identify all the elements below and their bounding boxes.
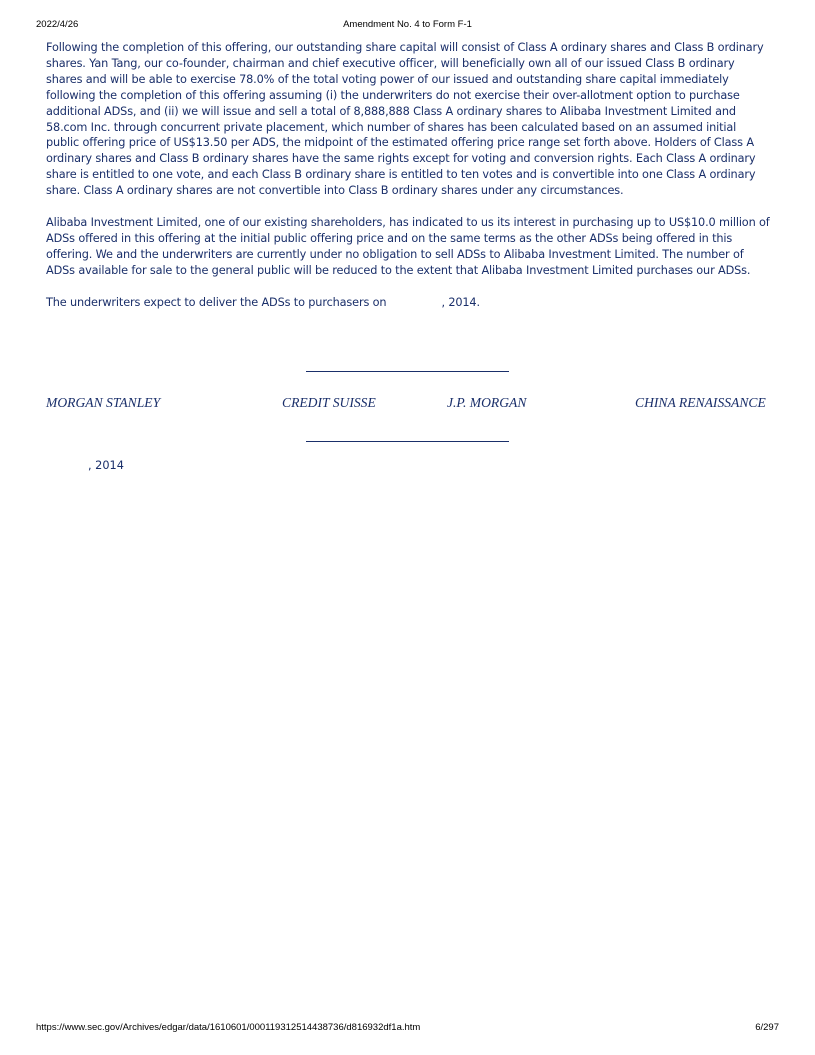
page-number: 6/297 <box>755 1022 779 1033</box>
print-date: 2022/4/26 <box>36 19 79 30</box>
divider-bottom <box>306 441 509 442</box>
underwriters-list <box>46 395 776 413</box>
underwriter-credit-suisse: CREDIT SUISSE <box>282 395 376 410</box>
underwriter-morgan-stanley: MORGAN STANLEY <box>46 395 161 410</box>
underwriter-jp-morgan: J.P. MORGAN <box>447 395 527 410</box>
print-header <box>36 19 779 33</box>
share-capital-paragraph: Following the completion of this offering, our outstanding share capital will consist of Class A ordinary shares and Class B ordinary shares. Yan Tang, our co-founder, chairman and chief executive officer, will beneficially own all of our issued Class B ordinary shares and will be able to exercise 78.0% of the total voting power of our issued and outstanding share capital immediately following the completion of this offering assuming (i) the underwriters do not exercise their over-allotment option to purchase additional ADSs, and (ii) we will issue and sell a total of 8,888,888 Class A ordinary shares to Alibaba Investment Limited and 58.com Inc. through concurrent private placement, which number of shares has been calculated based on an assumed initial public offering price of US$13.50 per ADS, the midpoint of the estimated offering price range set forth above. Holders of Class A ordinary shares and Class B ordinary shares have the same rights except for voting and conversion rights. Each Class A ordinary share is entitled to one vote, and each Class B ordinary share is entitled to ten votes and is convertible into one Class A ordinary share. Class A ordinary shares are not convertible into Class B ordinary shares under any circumstances. <box>46 41 764 198</box>
alibaba-interest-paragraph: Alibaba Investment Limited, one of our existing shareholders, has indicated to us its interest in purchasing up to US$10.0 million of ADSs offered in this offering at the initial public offering price and on the same terms as the other ADSs being offered in this offering. We and the underwriters are currently under no obligation to sell ADSs to Alibaba Investment Limited. The number of ADSs available for sale to the general public will be reduced to the extent that Alibaba Investment Limited purchases our ADSs. <box>46 216 770 277</box>
underwriter-china-renaissance: CHINA RENAISSANCE <box>635 395 766 410</box>
print-footer <box>36 1022 779 1036</box>
document-body <box>46 40 772 311</box>
document-title: Amendment No. 4 to Form F-1 <box>343 19 472 30</box>
prospectus-date: , 2014 <box>88 459 124 472</box>
delivery-paragraph: The underwriters expect to deliver the ADSs to purchasers on , 2014. <box>46 295 480 309</box>
source-url[interactable]: https://www.sec.gov/Archives/edgar/data/1610601/000119312514438736/d816932df1a.htm <box>36 1022 421 1033</box>
divider-top <box>306 371 509 372</box>
